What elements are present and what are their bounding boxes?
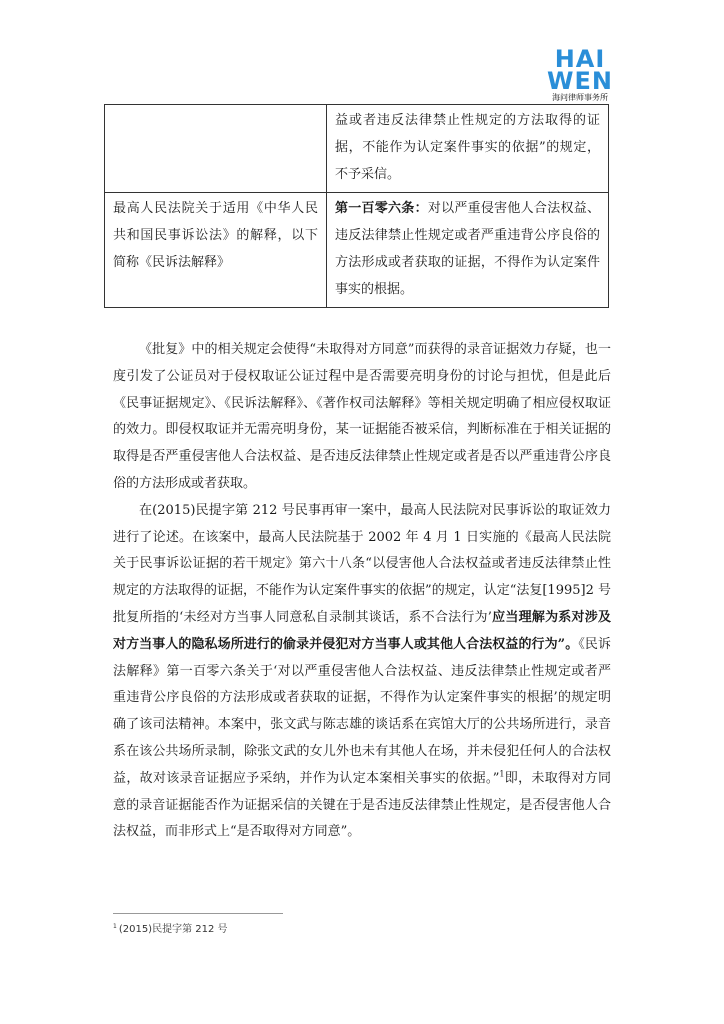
provision-text: 益或者违反法律禁止性规定的方法取得的证据，不能作为认定案件事实的依据”的规定，不予采信。 [335, 113, 600, 182]
paragraph: 《批复》中的相关规定会使得“未取得对方同意”而获得的录音证据效力存疑，也一度引发了公证员对于侵权取证公证过程中是否需要亮明身份的讨论与担忧，但是此后《民事证据规定》、《民诉法解释》、《著作权司法解释》等相关规定明确了相应侵权取证的效力。即侵权取证并无需亮明身份，某一证据能否被采信，判断标准在于相关证据的取得是否严重侵害他人合法权益、是否违反法律禁止性规定或者是否以严重违背公序良俗的方法形成或者获取。 [113, 342, 611, 491]
logo-wen: WEN [547, 67, 613, 95]
table-cell-law-name: 最高人民法院关于适用《中华人民共和国民事诉讼法》的解释，以下简称《民诉法解释》 [105, 193, 327, 308]
table-cell-law-name [105, 105, 327, 193]
footnote-text: (2015)民提字第 212 号 [118, 924, 228, 935]
provision-text: 对以严重侵害他人合法权益、违反法律禁止性规定或者严重违背公序良俗的方法形成或者获取的证据，不得作为认定案件事实的根据。 [335, 201, 600, 297]
footnote [113, 920, 228, 935]
footnote-reference[interactable]: 1 [499, 769, 505, 779]
footnote-divider [113, 913, 283, 914]
table-cell-provision [327, 105, 609, 193]
paragraph-text: 即，未取得对方同意的录音证据能否作为证据采信的关键在于是否违反法律禁止性规定，是否侵害他人合法权益，而非形式上“是否取得对方同意”。 [113, 770, 611, 840]
paragraph-text: 《民诉法解释》第一百零六条关于‘对以严重侵害他人合法权益、违反法律禁止性规定或者严重违背公序良俗的方法形成或者获取的证据，不得作为认定案件事实的根据’的规定明确了该司法精神。本案中，张文武与陈志雄的谈话系在宾馆大厅的公共场所进行，录音系在该公共场所录制，除张文武的女儿外也未有其他人在场，并未侵犯任何人的合法权益，故对该录音证据应予采纳，并作为认定本案相关事实的依据。” [113, 636, 611, 786]
paragraph-text: 在(2015)民提字第 212 号民事再审一案中，最高人民法院对民事诉讼的取证效力进行了论述。在该案中，最高人民法院基于 2002 年 4 月 1 日实施的《最高人民法院关于民事诉讼证据的若干规定》第六十八条“以侵害他人合法权益或者违反法律禁止性规定的方法取得的证据，不能作为认定案件事实的依据”的规定，认定“法复[1995]2 号批复所指的‘未经对方当事人同意私自录制其谈话，系不合法行为’ [113, 502, 611, 625]
footnote-mark: 1 [113, 922, 117, 930]
table-row [105, 105, 609, 193]
logo-subtitle: 海问律师事务所 [552, 93, 608, 102]
logo-hai: HAI [554, 45, 606, 73]
paragraph [113, 498, 611, 846]
law-comparison-table [104, 104, 609, 308]
table-cell-provision [327, 193, 609, 308]
table-row [105, 193, 609, 308]
firm-logo [544, 45, 616, 103]
provision-article: 第一百零六条： [335, 201, 428, 216]
body-text [113, 337, 611, 846]
paragraph-emphasis: 应当理解为系对涉及对方当事人的隐私场所进行的偷录并侵犯对方当事人或其他人合法权益的行为”。 [113, 609, 611, 652]
